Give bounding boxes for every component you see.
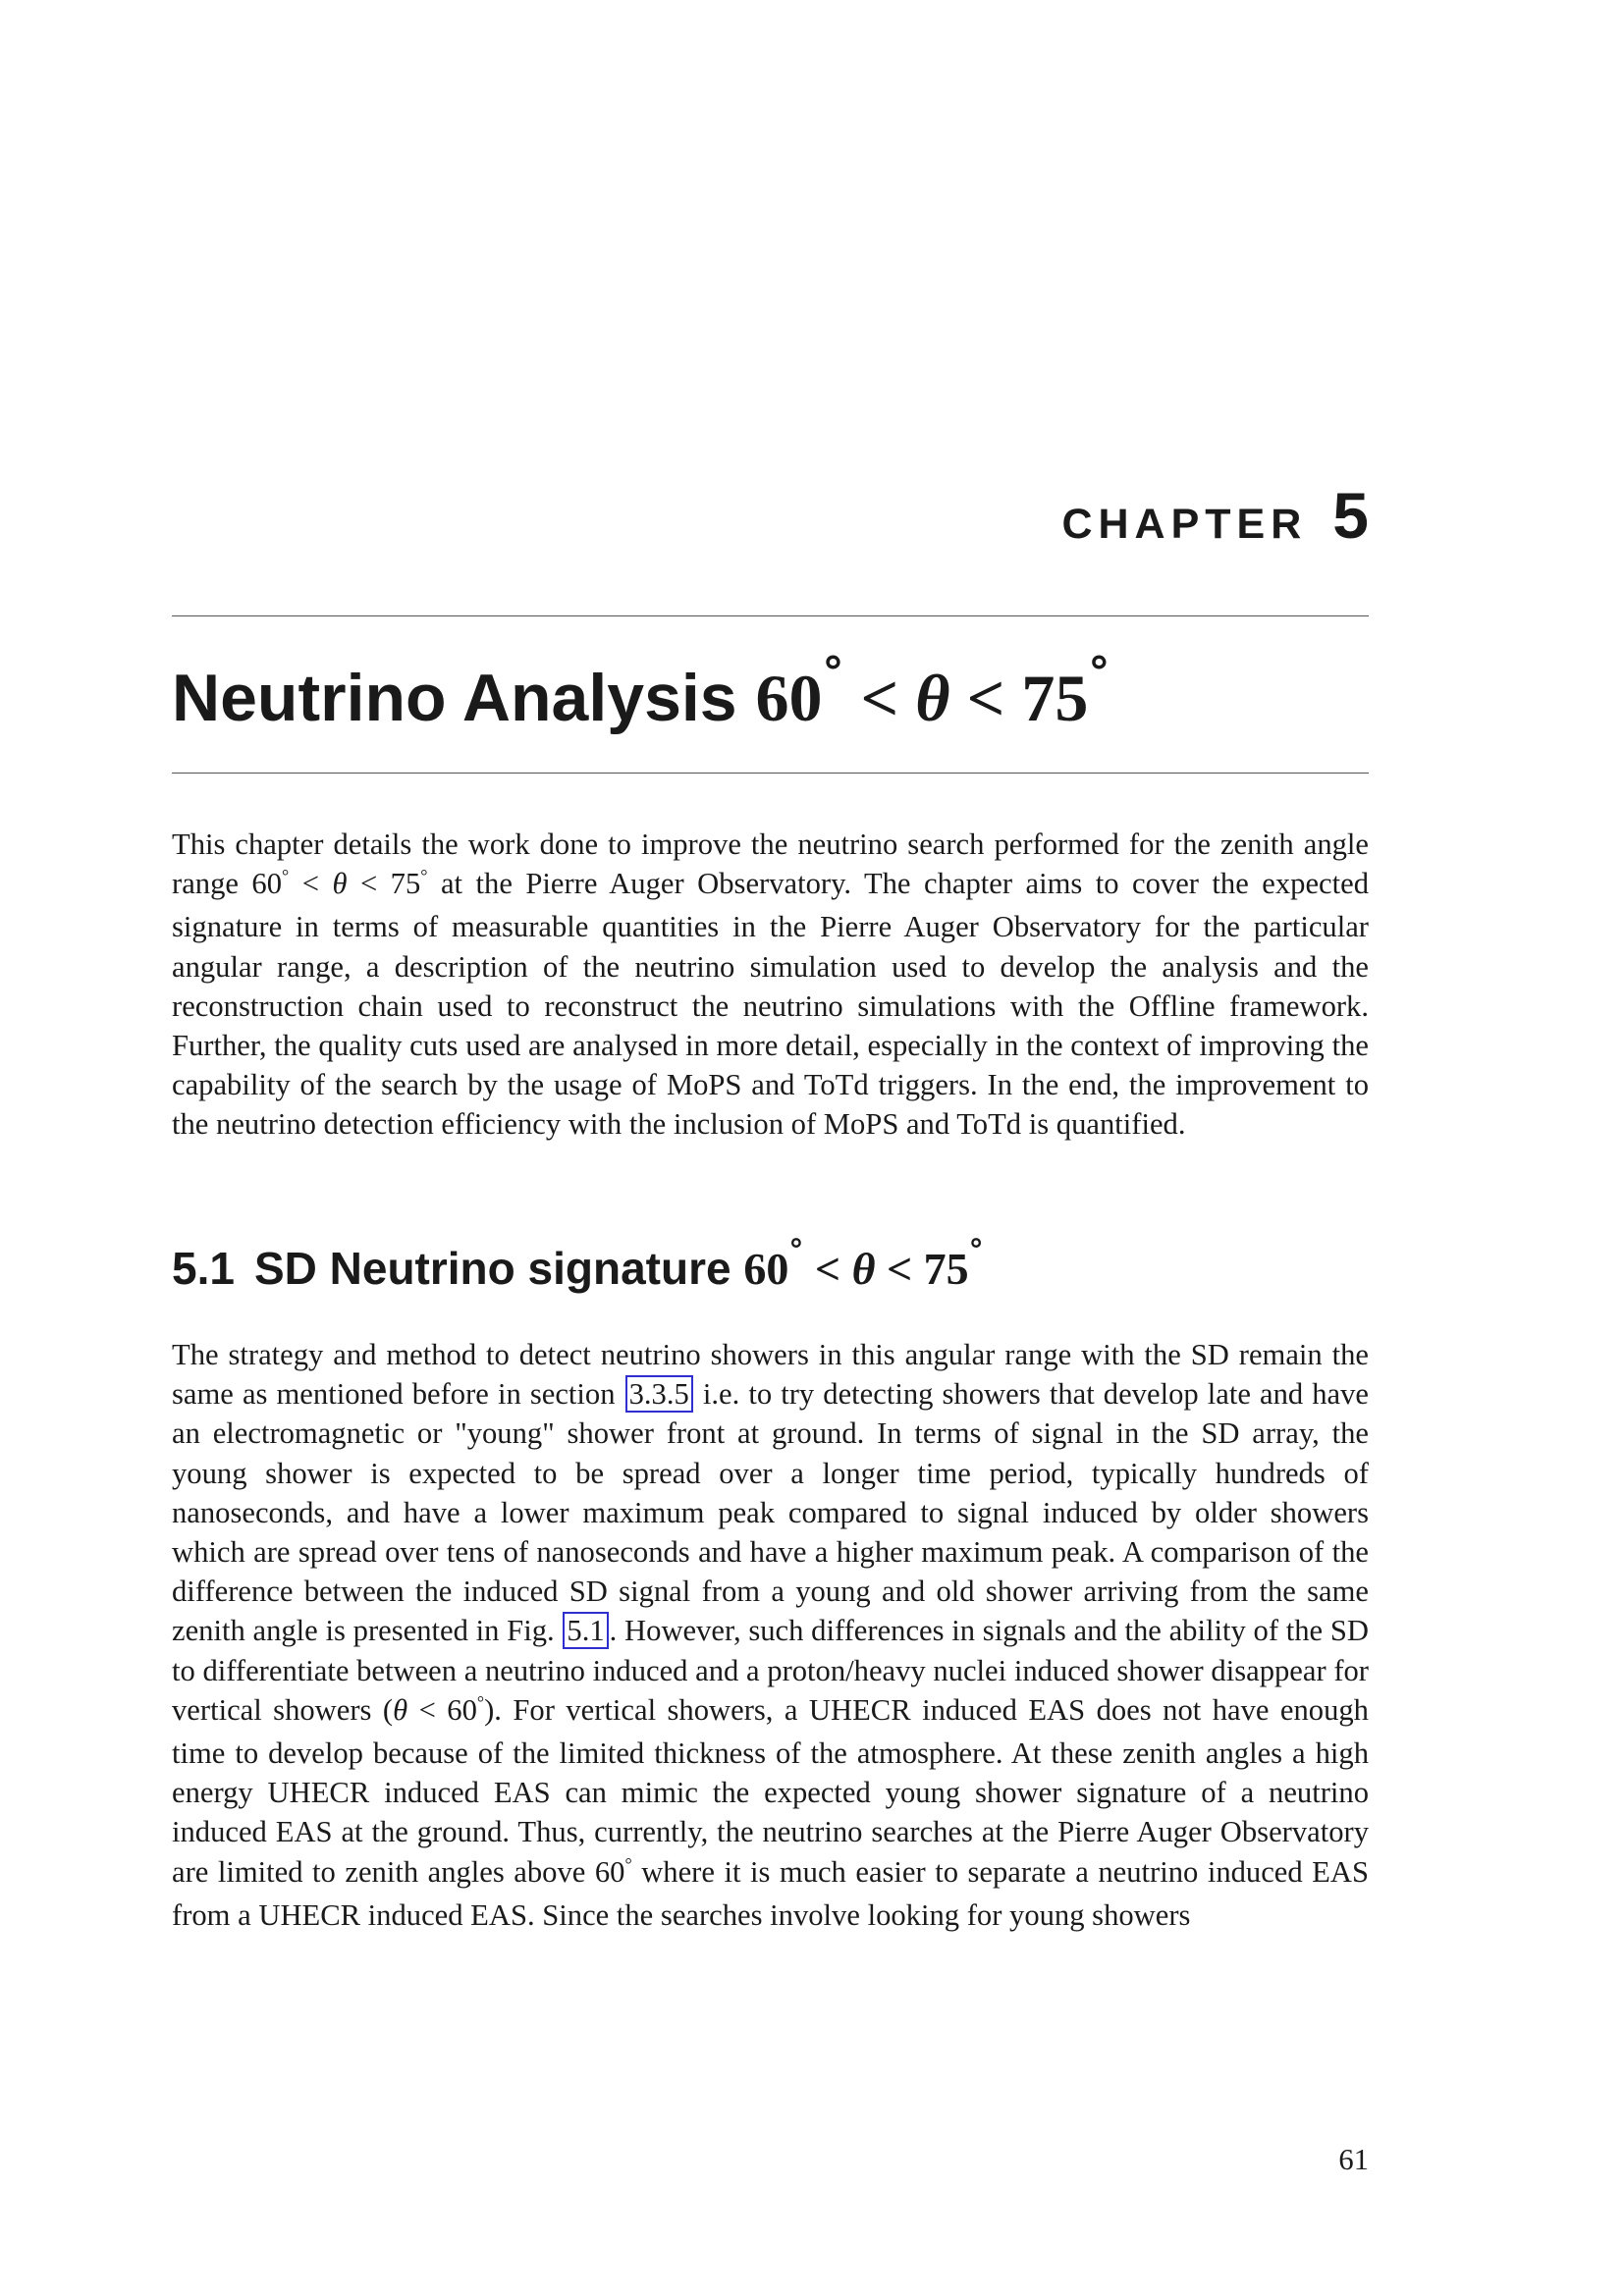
section-number: 5.1: [172, 1243, 235, 1294]
chapter-title-lt-2: <: [949, 661, 1022, 735]
section-title-degree-2: °: [968, 1234, 984, 1268]
section-degree-1: °: [476, 1691, 485, 1712]
chapter-number: 5: [1332, 479, 1369, 552]
section-text-f: where it is much easier to separate a neutrino induced EAS from a UHECR induced EAS. Since the searches involve looking for young showers: [172, 1854, 1369, 1932]
intro-text-d: at the Pierre Auger Observatory. The chapter aims to cover the expected signature in terms of measurable quantities in the Pierre Auger Observatory for the particular angular range, a description of the neutrino simulation used to develop the analysis and the reconstruction chain used to reconstruct the neutrino simulations with the Offline framework. Further, the quality cuts used are analysed in more detail, especially in the context of improving the capability of the search by the usage of MoPS and ToTd triggers. In the end, the improvement to the neutrino detection efficiency with the inclusion of MoPS and ToTd is quantified.: [172, 867, 1369, 1142]
chapter-title: [172, 648, 1110, 737]
section-title-text: SD Neutrino signature: [253, 1243, 744, 1294]
chapter-label: [1061, 478, 1369, 553]
section-text-c: . However, such differences in signals and the ability of the SD to differentiate between a neutrino induced and a proton/heavy nuclei induced shower disappear for vertical showers (: [172, 1614, 1369, 1727]
section-title-theta: θ: [851, 1244, 876, 1294]
section-theta: θ: [393, 1692, 408, 1727]
intro-text-b: <: [289, 867, 333, 901]
title-rule-bottom: [172, 773, 1369, 774]
intro-paragraph: [172, 825, 1369, 1145]
section-title-high-angle: 75: [923, 1244, 969, 1294]
section-title: [172, 1234, 984, 1295]
chapter-title-low-angle: 60: [755, 661, 823, 735]
page-number: 61: [1338, 2143, 1369, 2176]
section-text-a: The strategy and method to detect neutrino showers in this angular range with the SD remain the same as mentioned before in section: [172, 1338, 1369, 1412]
section-title-lt-2: <: [875, 1244, 924, 1294]
section-degree-2: °: [624, 1853, 632, 1874]
section-title-low-angle: 60: [743, 1244, 789, 1294]
chapter-title-lt-1: <: [843, 661, 916, 735]
title-rule-top: [172, 615, 1369, 616]
section-title-degree-1: °: [788, 1234, 804, 1268]
chapter-title-degree-1: °: [822, 648, 844, 698]
intro-text-a: This chapter details the work done to improve the neutrino search performed for the zenith angle range 60: [172, 828, 1369, 901]
chapter-word: CHAPTER: [1061, 501, 1308, 548]
intro-degree-1: °: [282, 866, 290, 886]
chapter-title-degree-2: °: [1088, 648, 1110, 698]
section-title-lt-1: <: [803, 1244, 852, 1294]
intro-text-c: < 75: [347, 867, 421, 901]
intro-theta: θ: [332, 867, 348, 901]
section-text-b: i.e. to try detecting showers that develop late and have an electromagnetic or "young" shower front at ground. In terms of signal in the SD array, the young shower is expected to be spread over a longer time period, typically hundreds of nanoseconds, and have a lower maximum peak compared to signal induced by older showers which are spread over tens of nanoseconds and have a higher maximum peak. A comparison of the difference between the induced SD signal from a young and old shower arriving from the same zenith angle is presented in Fig.: [172, 1377, 1369, 1648]
figure-reference-link[interactable]: 5.1: [563, 1612, 608, 1649]
chapter-title-theta: θ: [915, 661, 950, 735]
intro-degree-2: °: [420, 866, 428, 886]
section-text-e: ). For vertical showers, a UHECR induced EAS does not have enough time to develop because of the limited thickness of the atmosphere. At these zenith angles a high energy UHECR induced EAS can mimic the expected young shower signature of a neutrino induced EAS at the ground. Thus, currently, the neutrino searches at the Pierre Auger Observatory are limited to zenith angles above 60: [172, 1692, 1369, 1889]
section-paragraph: [172, 1335, 1369, 1935]
section-text-d: < 60: [407, 1692, 477, 1727]
chapter-title-text: Neutrino Analysis: [172, 661, 756, 735]
section-reference-link[interactable]: 3.3.5: [625, 1375, 693, 1413]
chapter-title-high-angle: 75: [1021, 661, 1089, 735]
